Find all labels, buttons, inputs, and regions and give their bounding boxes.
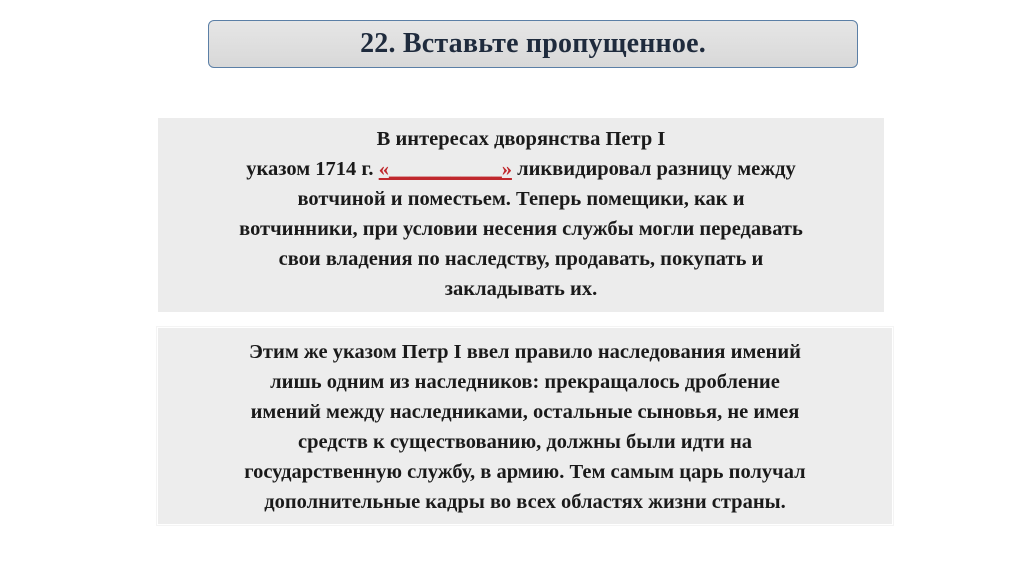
explanation-line-1: Этим же указом Петр I ввел правило наследования имений	[249, 341, 801, 363]
explanation-line-3: имений между наследниками, остальные сыновья, не имея	[250, 401, 800, 423]
task-line-4: вотчинники, при условии несения службы могли передавать	[239, 218, 803, 240]
task-text-panel	[158, 118, 884, 312]
slide-title: 22. Вставьте пропущенное.	[360, 28, 706, 59]
task-line-6: закладывать их.	[444, 278, 598, 300]
task-line-5: свои владения по наследству, продавать, покупать и	[278, 248, 764, 270]
task-line-1: В интересах дворянства Петр I	[376, 128, 666, 150]
title-banner	[208, 20, 858, 68]
explanation-line-5: государственную службу, в армию. Тем самым царь получал	[244, 461, 806, 483]
task-line-2	[158, 154, 884, 184]
task-line-2-before: указом 1714 г.	[246, 158, 379, 180]
task-line-3: вотчиной и поместьем. Теперь помещики, как и	[297, 188, 745, 210]
explanation-line-2: лишь одним из наследников: прекращалось дробление	[270, 371, 780, 393]
explanation-line-4: средств к существованию, должны были идти на	[297, 431, 753, 453]
explanation-line-6: дополнительные кадры во всех областях жизни страны.	[264, 491, 786, 513]
task-line-2-after: ликвидировал разницу между	[511, 158, 796, 180]
answer-blank[interactable]: «___________»	[378, 158, 512, 180]
explanation-panel	[156, 326, 894, 526]
